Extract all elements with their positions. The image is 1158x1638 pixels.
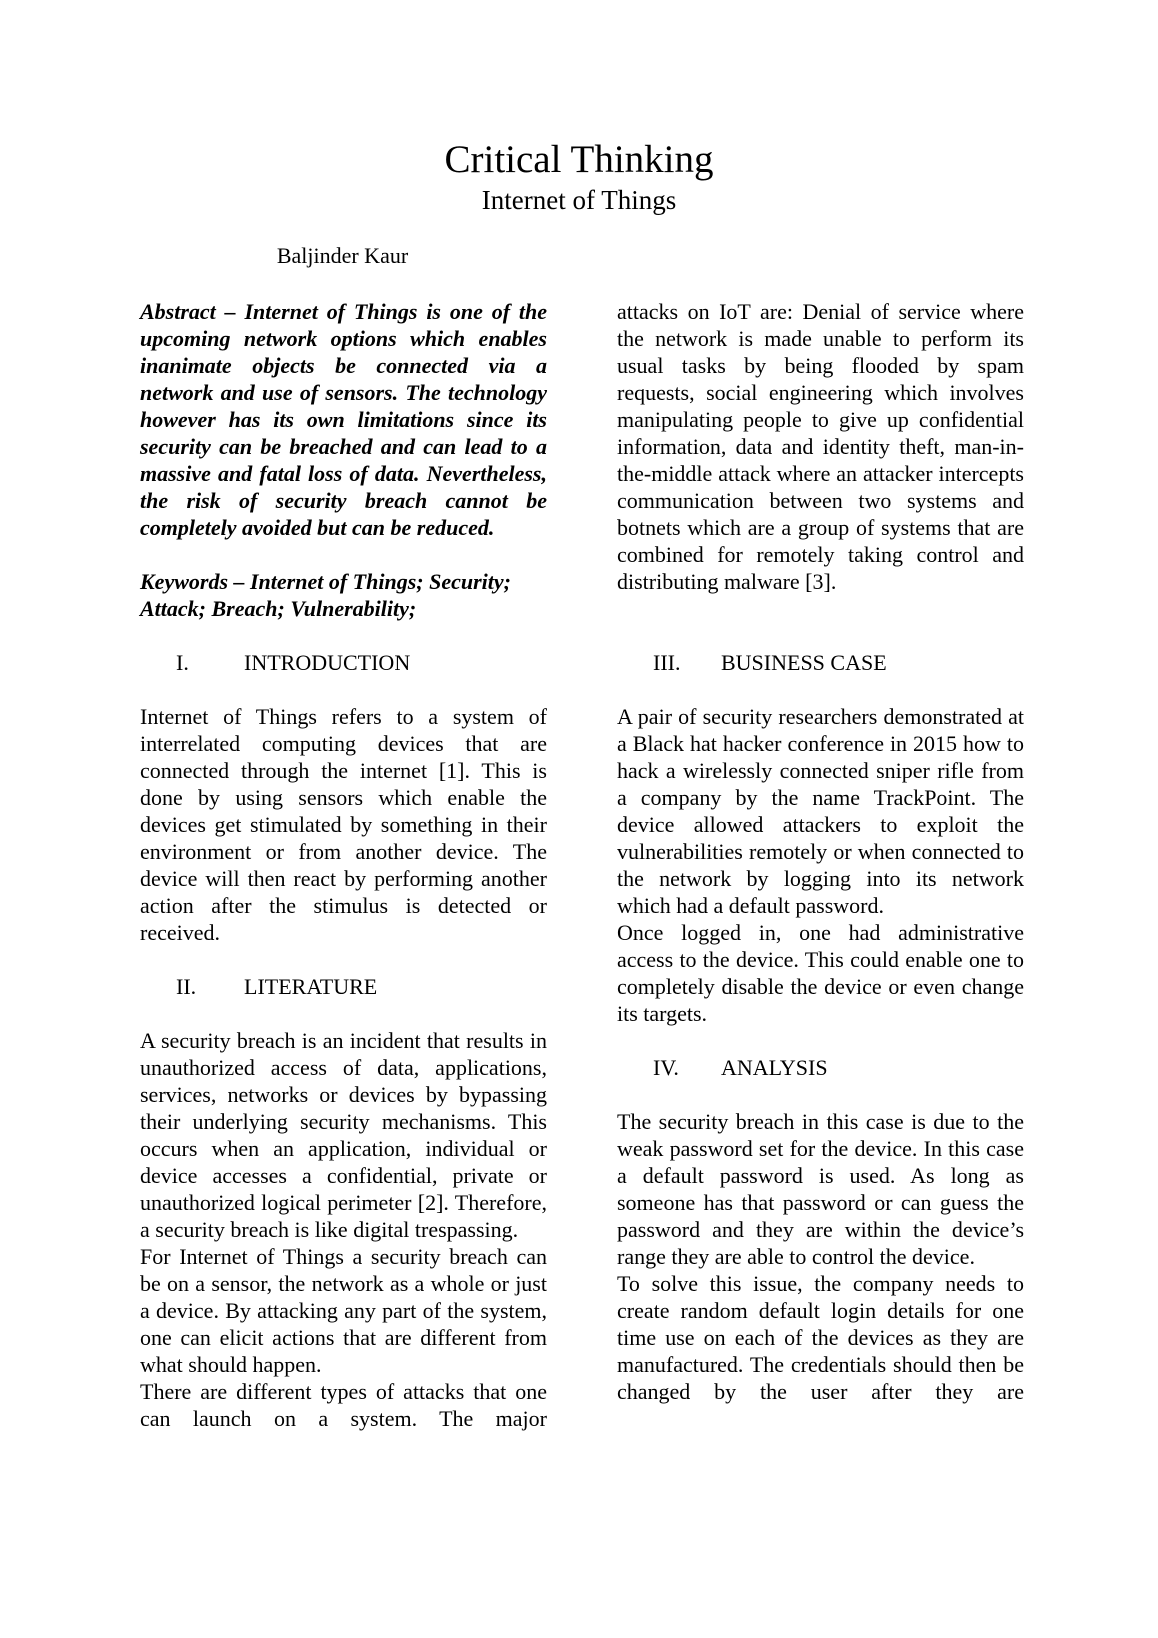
left-column <box>140 298 547 1432</box>
paragraph: attacks on IoT are: Denial of service where the network is made unable to perform its usual tasks by being flooded by spam requests, social engineering which involves manipulating people to give up confidential information, data and identity theft, man-in-the-middle attack where an attacker intercepts communication between two systems and botnets which are a group of systems that are combined for remotely taking control and distributing malware [3]. <box>617 299 1024 594</box>
section-number: III. <box>653 650 681 675</box>
section-title: BUSINESS CASE <box>721 650 887 675</box>
section-number: IV. <box>653 1055 679 1080</box>
section-title: ANALYSIS <box>721 1055 828 1080</box>
paragraph: A pair of security researchers demonstrated at a Black hat hacker conference in 2015 how to hack a wirelessly connected sniper rifle from a company by the name TrackPoint. The device allowed attackers to exploit the vulnerabilities remotely or when connected to the network by logging into its network which had a default password. <box>617 704 1024 918</box>
paragraph: For Internet of Things a security breach can be on a sensor, the network as a whole or just a device. By attacking any part of the system, one can elicit actions that are different from what should happen. <box>140 1244 547 1377</box>
paragraph: The security breach in this case is due to the weak password set for the device. In this case a default password is used. As long as someone has that password or can guess the password and they are within the device’s range they are able to control the device. <box>617 1109 1024 1269</box>
paper-subtitle: Internet of Things <box>481 185 677 215</box>
keywords: Keywords – Internet of Things; Security; Attack; Breach; Vulnerability; <box>140 569 511 621</box>
paragraph: A security breach is an incident that results in unauthorized access of data, applications, services, networks or devices by bypassing their underlying security mechanisms. This occurs when an application, individual or device accesses a confidential, private or unauthorized logical perimeter [2]. Therefore, a security breach is like digital trespassing. <box>140 1028 547 1242</box>
section-title: LITERATURE <box>244 974 378 999</box>
section-number: II. <box>176 974 197 999</box>
abstract: Abstract – Internet of Things is one of the upcoming network options which enables inanimate objects be connected via a network and use of sensors. The technology however has its own limitations since its security can be breached and can lead to a massive and fatal loss of data. Nevertheless, the risk of security breach cannot be completely avoided but can be reduced. <box>140 299 547 540</box>
section-number: I. <box>176 650 189 675</box>
section-heading-literature <box>140 973 547 1000</box>
paragraph: There are different types of attacks that one can launch on a system. The major <box>140 1379 547 1431</box>
paragraph: Internet of Things refers to a system of interrelated computing devices that are connected through the internet [1]. This is done by using sensors which enable the devices get stimulated by something in their environment or from another device. The device will then react by performing another action after the stimulus is detected or received. <box>140 704 547 945</box>
paragraph: Once logged in, one had administrative access to the device. This could enable one to completely disable the device or even change its targets. <box>617 920 1024 1026</box>
paragraph: To solve this issue, the company needs to create random default login details for one time use on each of the devices as they are manufactured. The credentials should then be changed by the user after they are <box>617 1271 1024 1404</box>
section-heading-introduction <box>140 649 547 676</box>
section-heading-business-case <box>617 649 1024 676</box>
section-title: INTRODUCTION <box>244 650 411 675</box>
section-heading-analysis <box>617 1054 1024 1081</box>
right-column <box>617 298 1024 1405</box>
author-name: Baljinder Kaur <box>276 243 409 268</box>
paper-title: Critical Thinking <box>444 138 714 181</box>
